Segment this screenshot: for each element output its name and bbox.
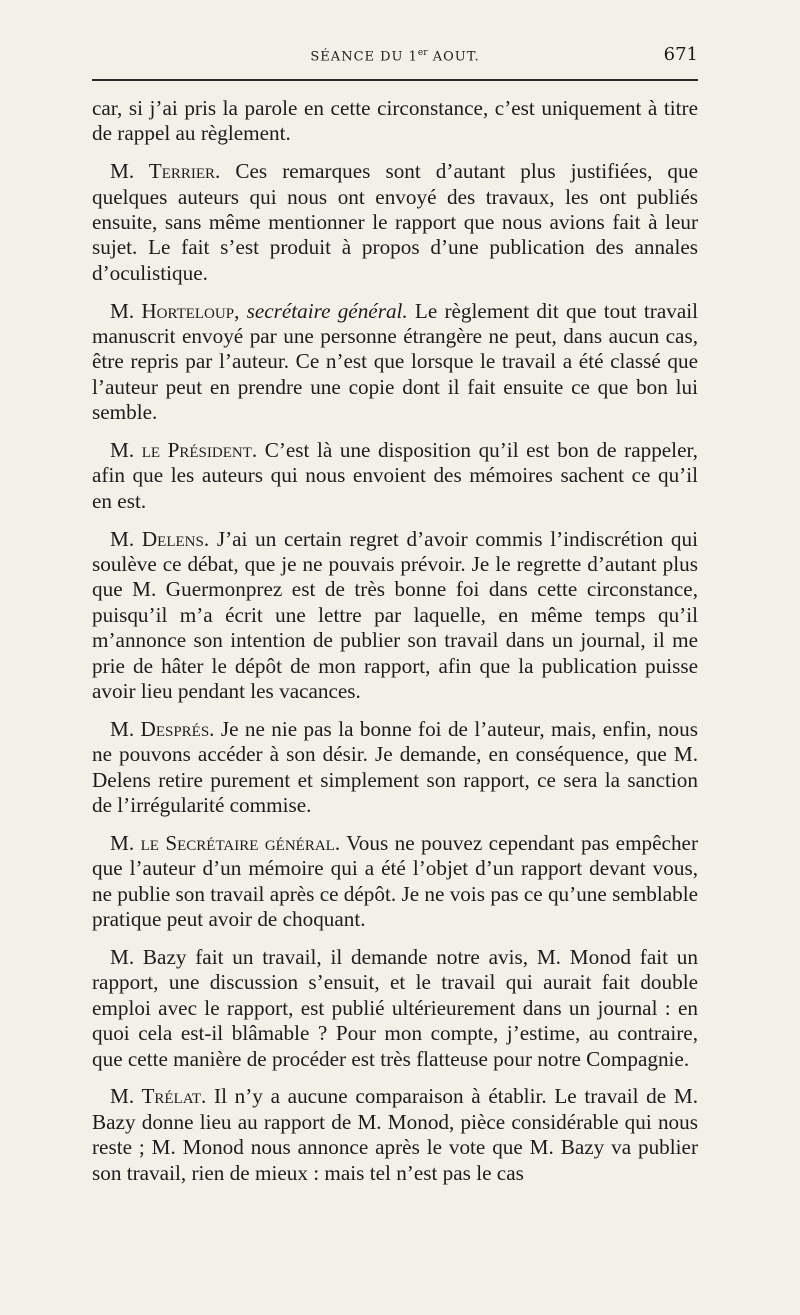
speaker-name: M. Horteloup, xyxy=(110,298,240,323)
paragraph xyxy=(92,299,698,426)
speaker-role: secrétaire général. xyxy=(239,298,408,323)
paragraph-text: M. Bazy fait un travail, il demande notre avis, M. Monod fait un rapport, une discussion s’ensuit, et le travail qui aurait fait double emploi avec le rapport, est publié ultérieurement dans un journal : en quoi cela est-il blâmable ? Pour mon compte, j’estime, au contraire, que cette manière de procéder est très flatteuse pour notre Compagnie. xyxy=(92,944,698,1071)
paragraph-text: car, si j’ai pris la parole en cette circonstance, c’est uniquement à titre de rappel au règlement. xyxy=(92,96,698,146)
page-header xyxy=(92,44,698,74)
paragraph-text: Le règlement dit que tout travail manuscrit envoyé par une personne étrangère ne peut, dans aucun cas, être repris par l’auteur. Ce n’est que lorsque le travail a été classé que l’auteur peut en prendre une copie dont il fait ensuite ce que bon lui semble. xyxy=(92,298,699,425)
speaker-name: M. Delens. xyxy=(110,526,210,551)
running-title-superscript: er xyxy=(417,48,428,58)
paragraph xyxy=(92,527,698,705)
paragraph-text: Je ne nie pas la bonne foi de l’auteur, mais, enfin, nous ne pouvons accéder à son désir. Je demande, en conséquence, que M. Delens retire purement et simplement son rapport, ce sera la sanction de l’irrégularité commise. xyxy=(92,716,698,818)
paragraph xyxy=(92,945,698,1072)
paragraph xyxy=(92,717,698,819)
paragraph xyxy=(92,159,698,286)
paragraph-text: C’est là une disposition qu’il est bon de rappeler, afin que les auteurs qui nous envoient des mémoires sachent ce qu’il en est. xyxy=(92,438,698,513)
paragraph xyxy=(92,438,698,514)
running-title xyxy=(92,48,698,64)
speaker-name: M. Terrier. xyxy=(110,159,221,184)
speaker-name: M. Trélat. xyxy=(110,1084,207,1109)
running-title-main: SÉANCE DU 1 xyxy=(310,49,418,65)
paragraph xyxy=(92,831,698,933)
speaker-name: M. le Président. xyxy=(110,438,258,463)
body-text xyxy=(92,96,698,1198)
running-title-end: AOUT. xyxy=(427,49,480,65)
paragraph xyxy=(92,96,698,147)
paragraph-text: Vous ne pouvez cependant pas empêcher que l’auteur d’un mémoire qui a été l’objet d’un rapport devant vous, ne publie son travail après ce dépôt. Je ne vois pas ce qu’une semblable pratique peut avoir de choquant. xyxy=(92,830,699,932)
header-rule xyxy=(92,79,698,81)
speaker-name: M. le Secrétaire général. xyxy=(110,830,341,855)
paragraph-text: J’ai un certain regret d’avoir commis l’indiscrétion qui soulève ce débat, que je ne pouvais prévoir. Je le regrette d’autant plus que M. Guermonprez est de très bonne foi dans cette circonstance, puisqu’il m’a écrit une lettre par laquelle, en même temps qu’il m’annonce son intention de publier son travail dans un journal, il me prie de hâter le dépôt de mon rapport, afin que la publication puisse avoir lieu pendant les vacances. xyxy=(92,526,698,704)
page-number: 671 xyxy=(663,44,698,65)
speaker-name: M. Després. xyxy=(110,716,215,741)
paragraph-text: Il n’y a aucune comparaison à établir. Le travail de M. Bazy donne lieu au rapport de M. Monod, pièce considérable qui nous reste ; M. Monod nous annonce après le vote que M. Bazy va publier son travail, rien de mieux : mais tel n’est pas le cas xyxy=(92,1084,698,1185)
paragraph-text: Ces remarques sont d’autant plus justifiées, que quelques auteurs qui nous ont envoyé des travaux, les ont publiés ensuite, sans même mentionner le rapport que nous avions fait à leur sujet. Le fait s’est produit à propos d’une publication des annales d’oculistique. xyxy=(92,159,698,285)
paragraph xyxy=(92,1084,698,1186)
